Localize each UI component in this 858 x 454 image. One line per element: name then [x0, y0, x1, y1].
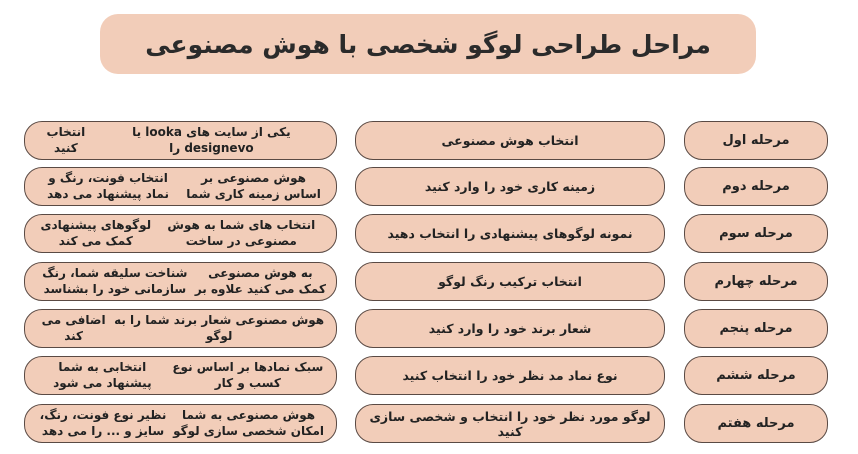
desc-2-line1: هوش مصنوعی بر اساس زمینه کاری شما	[186, 170, 321, 201]
action-1: انتخاب هوش مصنوعی	[355, 121, 665, 160]
desc-5	[24, 309, 337, 348]
stage-1: مرحله اول	[684, 121, 828, 160]
action-4: انتخاب ترکیب رنگ لوگو	[355, 262, 665, 301]
action-5: شعار برند خود را وارد کنید	[355, 309, 665, 348]
desc-1	[24, 121, 337, 160]
stage-2: مرحله دوم	[684, 167, 828, 206]
desc-7	[24, 404, 337, 443]
desc-4	[24, 262, 337, 301]
desc-5-line1: هوش مصنوعی شعار برند شما را به لوگو	[114, 312, 325, 343]
desc-1-line1: یکی از سایت های looka یا designevo را	[132, 124, 291, 155]
desc-7-line2: نظیر نوع فونت، رنگ، سایز و ... را می دهد	[39, 407, 167, 438]
action-7: لوگو مورد نظر خود را انتخاب و شخصی سازی کنید	[355, 404, 665, 443]
desc-6-line1: سبک نمادها بر اساس نوع کسب و کار	[172, 359, 324, 390]
desc-4-line2: شناخت سلیقه شما، رنگ سازمانی خود را بشناسد	[42, 265, 188, 296]
desc-6	[24, 356, 337, 395]
desc-2	[24, 167, 337, 206]
desc-6-line2: انتخابی به شما پیشنهاد می شود	[53, 359, 152, 390]
action-3: نمونه لوگوهای پیشنهادی را انتخاب دهید	[355, 214, 665, 253]
title-banner	[100, 14, 756, 74]
diagram-title: مراحل طراحی لوگو شخصی با هوش مصنوعی	[145, 29, 711, 59]
desc-3-line1: انتخاب های شما به هوش مصنوعی در ساخت	[167, 217, 316, 248]
action-2: زمینه کاری خود را وارد کنید	[355, 167, 665, 206]
desc-7-line1: هوش مصنوعی به شما امکان شخصی سازی لوگو	[173, 407, 325, 438]
stage-6: مرحله ششم	[684, 356, 828, 395]
desc-2-line2: انتخاب فونت، رنگ و نماد پیشنهاد می دهد	[47, 170, 169, 201]
desc-4-line1: به هوش مصنوعی کمک می کنید علاوه بر	[194, 265, 326, 296]
stage-4: مرحله چهارم	[684, 262, 828, 301]
desc-3	[24, 214, 337, 253]
stage-3: مرحله سوم	[684, 214, 828, 253]
stage-5: مرحله پنجم	[684, 309, 828, 348]
action-6: نوع نماد مد نظر خود را انتخاب کنید	[355, 356, 665, 395]
desc-5-line2: اضافی می کند	[41, 312, 106, 343]
desc-3-line2: لوگوهای پیشنهادی کمک می کند	[40, 217, 152, 248]
stage-7: مرحله هفتم	[684, 404, 828, 443]
desc-1-line2: انتخاب کنید	[46, 124, 86, 155]
